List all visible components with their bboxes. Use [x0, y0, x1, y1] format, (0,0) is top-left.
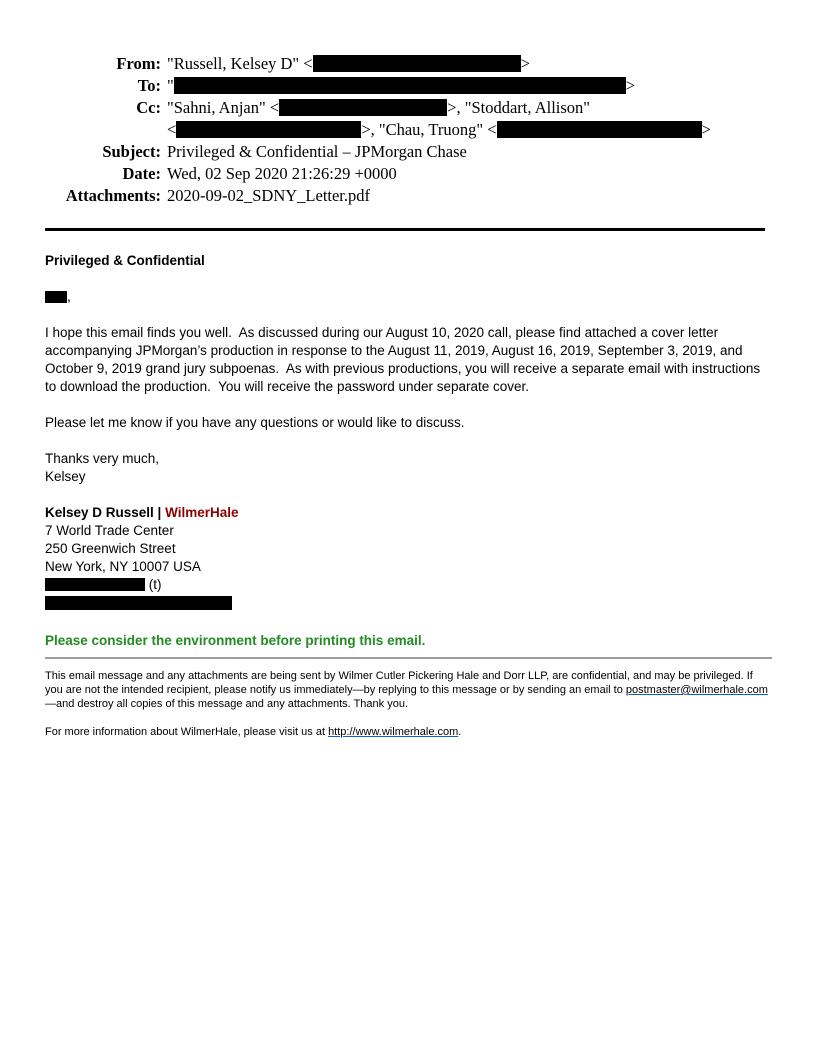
header-value-attachments [167, 185, 773, 207]
header-field-cc [45, 97, 773, 141]
header-text-segment: >, "Chau, Truong" < [361, 120, 497, 139]
signature-address-2: 250 Greenwich Street [45, 541, 176, 556]
redaction-bar [45, 578, 145, 591]
signature-redacted-line [45, 594, 773, 612]
header-value-to [167, 75, 773, 97]
header-text-segment: "Sahni, Anjan" < [167, 98, 280, 117]
email-body [45, 252, 773, 739]
postmaster-email-link[interactable]: postmaster@wilmerhale.com [625, 684, 768, 696]
header-label-date: Date: [122, 164, 161, 183]
signature-name: Kelsey D Russell | [45, 505, 166, 520]
header-text-segment: > [701, 120, 711, 139]
header-text-segment: Privileged & Confidential – JPMorgan Chase [167, 142, 467, 161]
header-label-to: To: [137, 76, 161, 95]
disclaimer-paragraph [45, 669, 771, 711]
more-info-text-2: . [458, 726, 462, 738]
header-label-attachments: Attachments: [65, 186, 161, 205]
disclaimer-text-1: This email message and any attachments are being sent by Wilmer Cutler Pickering Hale and Dorr LLP, are confidential, and may be privileged. If you are not the intended recipient, please notify us immediately—by replying to this message or by sending an email to [45, 670, 753, 696]
header-label-from: From: [116, 54, 161, 73]
header-value-subject [167, 141, 773, 163]
signature-name-line [45, 504, 773, 522]
header-field-date [45, 163, 773, 185]
redaction-bar [313, 55, 521, 72]
privileged-confidential-heading: Privileged & Confidential [45, 253, 205, 268]
body-paragraph-1: I hope this email finds you well. As discussed during our August 10, 2020 call, please find attached a cover letter accompanying JPMorgan’s production in response to the August 11, 2019, August 16, 2019, September 3, 2019, and October 9, 2019 grand jury subpoenas. As with previous productions, you will receive a separate email with instructions to download the production. You will receive the password under separate cover. [45, 325, 761, 394]
header-field-from [45, 53, 773, 75]
more-info-paragraph [45, 725, 771, 739]
body-paragraph-2: Please let me know if you have any questions or would like to discuss. [45, 415, 465, 430]
header-text-segment: < [167, 120, 177, 139]
header-label-subject: Subject: [102, 142, 161, 161]
header-text-segment: 2020-09-02_SDNY_Letter.pdf [167, 186, 371, 205]
header-label-cc: Cc: [136, 98, 161, 117]
closing-line-1: Thanks very much, [45, 451, 160, 466]
greeting-suffix: , [67, 289, 71, 304]
wilmerhale-website-link[interactable]: http://www.wilmerhale.com [328, 726, 459, 738]
signature-phone-line [45, 576, 773, 594]
more-info-text-1: For more information about WilmerHale, please visit us at [45, 726, 329, 738]
header-value-from [167, 53, 773, 75]
header-body-divider [45, 228, 765, 231]
signature-firm-name: WilmerHale [165, 505, 239, 520]
signature-block [45, 504, 773, 612]
signature-address-3: New York, NY 10007 USA [45, 559, 201, 574]
header-text-segment: Wed, 02 Sep 2020 21:26:29 +0000 [167, 164, 397, 183]
footer-divider [45, 657, 772, 659]
header-field-attachments [45, 185, 773, 207]
header-text-segment: > [625, 76, 636, 95]
header-value-date [167, 163, 773, 185]
redaction-bar [174, 77, 626, 94]
redaction-bar [45, 596, 232, 610]
signature-address-1: 7 World Trade Center [45, 523, 174, 538]
closing-line-2: Kelsey [45, 469, 86, 484]
redaction-bar [45, 291, 67, 303]
phone-suffix: (t) [145, 577, 162, 592]
header-field-to [45, 75, 773, 97]
header-value-cc [167, 97, 773, 141]
greeting-line [45, 288, 773, 306]
header-text-segment: "Russell, Kelsey D" < [167, 54, 313, 73]
redaction-bar [176, 121, 361, 138]
closing-lines [45, 450, 773, 486]
header-text-segment: " [167, 76, 174, 95]
redaction-bar [279, 99, 447, 116]
redaction-bar [497, 121, 702, 138]
header-text-segment: >, "Stoddart, Allison" [447, 98, 591, 117]
header-field-subject [45, 141, 773, 163]
environment-note: Please consider the environment before printing this email. [45, 633, 426, 648]
email-header-fields [45, 53, 773, 207]
header-text-segment: > [520, 54, 530, 73]
disclaimer-text-2: —and destroy all copies of this message and any attachments. Thank you. [45, 698, 408, 710]
